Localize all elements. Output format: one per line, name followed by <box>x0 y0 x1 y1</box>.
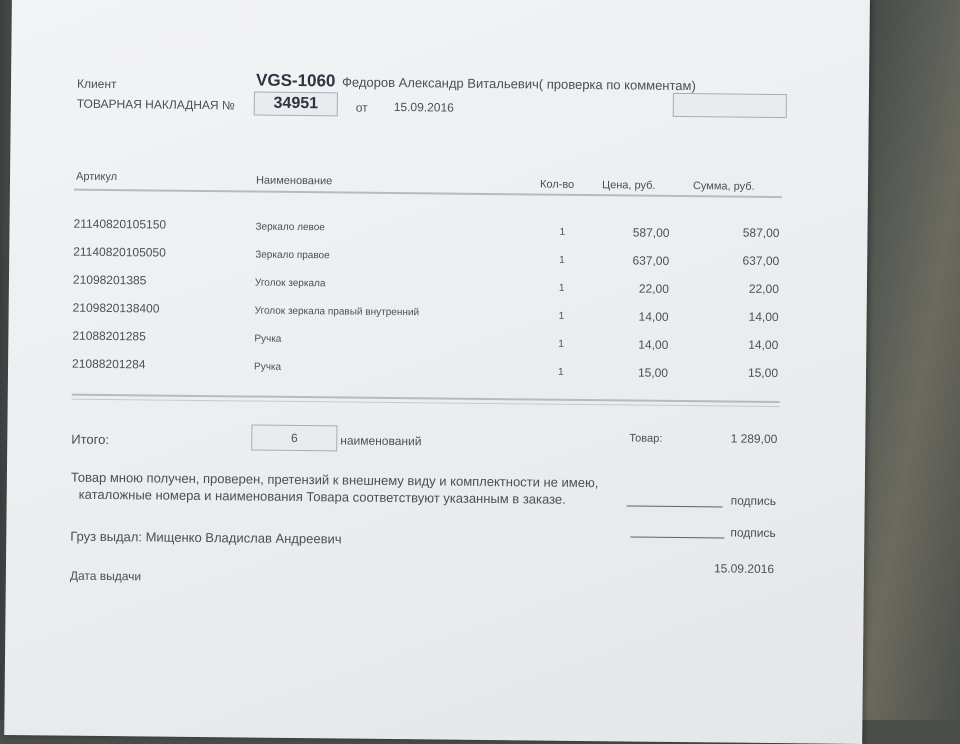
row-qty: 1 <box>558 338 564 350</box>
row-qty: 1 <box>558 310 565 322</box>
row-price: 15,00 <box>637 365 669 380</box>
signature-line-2 <box>630 537 724 539</box>
row-name: Уголок зеркала правый внутренний <box>254 305 420 319</box>
row-qty: 1 <box>559 226 566 238</box>
invoice-number-box <box>254 92 338 117</box>
invoice-number: 34951 <box>273 94 319 113</box>
total-count-box <box>251 425 337 452</box>
col-name: Наименование <box>255 174 333 188</box>
row-article: 21088201285 <box>72 328 146 344</box>
row-price: 14,00 <box>638 337 669 352</box>
date-prefix: от <box>355 100 368 115</box>
signature-label-1: подпись <box>730 493 777 509</box>
empty-field-box <box>673 93 787 118</box>
row-name: Уголок зеркала <box>254 277 326 290</box>
invoice-date: 15.09.2016 <box>393 100 454 115</box>
row-qty: 1 <box>558 282 565 294</box>
goods-label: Товар: <box>629 432 663 445</box>
row-qty: 1 <box>557 366 564 378</box>
row-name: Ручка <box>254 333 282 345</box>
row-qty: 1 <box>559 254 565 266</box>
row-sum: 587,00 <box>742 225 780 241</box>
col-sum: Сумма, руб. <box>692 180 755 193</box>
client-code: VGS-1060 <box>255 70 336 91</box>
total-count-suffix: наименований <box>340 433 422 449</box>
goods-total: 1 289,00 <box>730 431 778 447</box>
invoice-document <box>4 0 870 744</box>
issue-date: 15.09.2016 <box>713 561 775 577</box>
statement-line1: Товар мною получен, проверен, претензий к внешнему виду и комплектности не имею, <box>70 469 599 491</box>
row-sum: 637,00 <box>742 253 780 269</box>
row-article: 21098201385 <box>72 272 147 288</box>
row-sum: 14,00 <box>748 337 779 353</box>
row-price: 22,00 <box>638 281 669 296</box>
row-article: 21140820105150 <box>73 216 167 232</box>
row-price: 637,00 <box>632 253 670 268</box>
total-count: 6 <box>290 430 298 446</box>
client-name: Федоров Александр Витальевич( проверка по комментам) <box>341 74 696 94</box>
row-sum: 22,00 <box>748 281 779 297</box>
row-name: Зеркало левое <box>255 221 325 234</box>
total-label: Итого: <box>71 431 110 448</box>
row-sum: 14,00 <box>748 309 779 325</box>
row-price: 14,00 <box>638 309 669 324</box>
col-article: Артикул <box>75 170 118 184</box>
statement-line2: каталожные номера и наименования Товара соответствуют указанным в заказе. <box>78 486 566 507</box>
row-sum: 15,00 <box>747 365 779 381</box>
row-article: 21088201284 <box>72 356 146 372</box>
signature-label-2: подпись <box>730 525 776 541</box>
row-article: 2109820138400 <box>72 300 160 316</box>
row-name: Зеркало правое <box>255 249 330 262</box>
row-price: 587,00 <box>632 225 670 240</box>
client-label: Клиент <box>76 76 117 92</box>
header-rule <box>74 189 782 198</box>
row-name: Ручка <box>254 361 282 373</box>
issued-by: Груз выдал: Мищенко Владислав Андреевич <box>70 528 342 547</box>
issue-date-label: Дата выдачи <box>69 568 142 584</box>
invoice-label: ТОВАРНАЯ НАКЛАДНАЯ № <box>76 96 235 113</box>
col-price: Цена, руб. <box>601 179 656 192</box>
signature-line-1 <box>627 505 723 507</box>
row-article: 21140820105050 <box>73 244 166 260</box>
col-qty: Кол-во <box>539 178 575 191</box>
